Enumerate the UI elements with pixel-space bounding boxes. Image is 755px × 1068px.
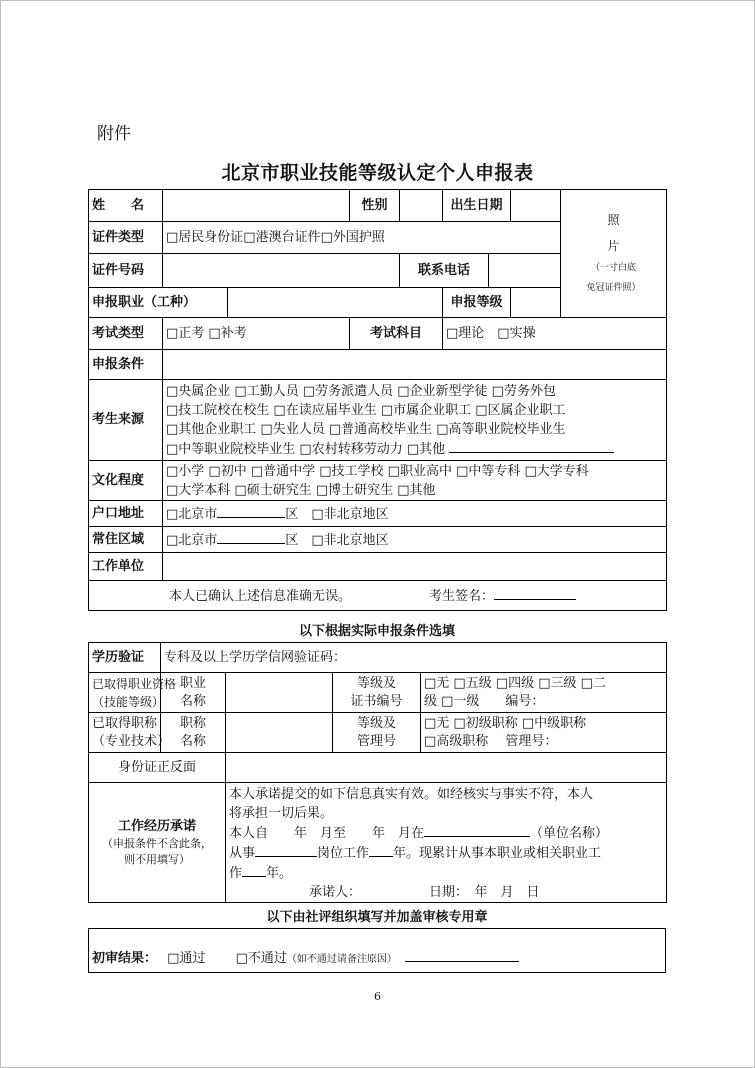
- pledge-line-1: 本人承诺提交的如下信息真实有效。如经核实与事实不符，本人: [229, 787, 594, 802]
- signature-field[interactable]: [494, 586, 576, 600]
- phone-field[interactable]: [489, 254, 561, 288]
- position-blank[interactable]: [255, 843, 317, 857]
- pledge-line-4: 从事 岗位工作 年。现累计从事本职业或相关职业工: [229, 843, 663, 863]
- title-name-field[interactable]: [226, 713, 333, 753]
- exam-subject-options[interactable]: □理论 □实操: [443, 318, 667, 350]
- source-line-1: □央属企业 □工勤人员 □劳务派遣人员 □企业新型学徒 □劳务外包: [166, 383, 556, 399]
- review-fail-option[interactable]: □不通过: [235, 951, 287, 966]
- edu-verify-field[interactable]: 专科及以上学历学信网验证码：: [161, 643, 667, 673]
- skill-occupation-label: 职业 名称: [161, 673, 226, 713]
- source-line-2: □技工院校在校生 □在读应届毕业生 □市属企业职工 □区属企业职工: [166, 402, 566, 418]
- declared-level-field[interactable]: [511, 288, 561, 318]
- hukou-district-blank[interactable]: [217, 504, 285, 518]
- pledge-line-2: 将承担一切后果。: [229, 806, 334, 821]
- skill-level-options[interactable]: □无 □五级 □四级 □三级 □二 级 □一级 编号：: [421, 673, 667, 713]
- edu-verify-label: 学历验证: [89, 643, 161, 673]
- title-level-options[interactable]: □无 □初级职称 □中级职称 □高级职称 管理号：: [421, 713, 667, 753]
- name-label: 姓 名: [89, 190, 163, 222]
- skill-level-label: 等级及 证书编号: [333, 673, 421, 713]
- exam-subject-label: 考试科目: [350, 318, 443, 350]
- conditions-field[interactable]: [163, 350, 667, 380]
- name-field[interactable]: [163, 190, 350, 222]
- id-card-label: 身份证正反面: [89, 753, 226, 783]
- work-history-note-2: 则不用填写）: [124, 852, 190, 866]
- photo-label-1: 照: [607, 212, 620, 227]
- review-reason-field[interactable]: [405, 948, 519, 962]
- id-type-label: 证件类型: [89, 222, 163, 254]
- section-optional-title: 以下根据实际申报条件选填: [298, 624, 455, 639]
- gender-field[interactable]: [400, 190, 443, 222]
- skill-cert-label: 已取得职业资格 （技能等级）: [89, 673, 161, 713]
- exam-type-label: 考试类型: [89, 318, 163, 350]
- work-history-title: 工作经历承诺: [117, 818, 196, 834]
- conditions-label: 申报条件: [89, 350, 163, 380]
- gender-label: 性别: [350, 190, 400, 222]
- education-label: 文化程度: [89, 461, 163, 501]
- title-level-label: 等级及 管理号: [333, 713, 421, 753]
- source-other-blank[interactable]: [449, 439, 614, 453]
- source-line-4: □中等职业院校毕业生 □农村转移劳动力 □其他: [166, 439, 663, 459]
- attachment-label: 附件: [97, 124, 131, 144]
- pledge-line-3: 本人自 年 月至 年 月在 （单位名称）: [229, 823, 663, 843]
- residence-options[interactable]: □北京市 区 □非北京地区: [163, 527, 667, 553]
- confirm-text: 本人已确认上述信息准确无误。: [169, 588, 352, 604]
- photo-note-2: 免冠证件照）: [586, 282, 641, 293]
- skill-occupation-field[interactable]: [226, 673, 333, 713]
- review-pass-option[interactable]: □通过: [167, 951, 206, 966]
- id-number-field[interactable]: [163, 254, 400, 288]
- work-history-label: [89, 783, 226, 903]
- years-blank[interactable]: [369, 843, 393, 857]
- residence-district-blank[interactable]: [217, 530, 285, 544]
- occupation-field[interactable]: [228, 288, 443, 318]
- education-line-1: □小学 □初中 □普通中学 □技工学校 □职业高中 □中等专科 □大学专科: [166, 463, 589, 479]
- declared-level-label: 申报等级: [443, 288, 511, 318]
- hukou-label: 户口地址: [89, 501, 163, 527]
- title-cert-label: 已取得职称 （专业技术）: [89, 713, 161, 753]
- residence-label: 常住区域: [89, 527, 163, 553]
- id-card-field[interactable]: [226, 753, 667, 783]
- section-review-title: 以下由社评组织填写并加盖审核专用章: [266, 910, 488, 925]
- review-fail-note: （如不通过请备注原因）: [286, 954, 397, 965]
- sign-label: 考生签名：: [429, 588, 495, 604]
- id-type-options[interactable]: □居民身份证□港澳台证件□外国护照: [163, 222, 561, 254]
- review-result-label: 初审结果：: [92, 951, 158, 966]
- work-history-note-1: （申报条件不含此条，: [102, 836, 212, 850]
- phone-label: 联系电话: [400, 254, 489, 288]
- birth-date-field[interactable]: [511, 190, 561, 222]
- work-history-pledge[interactable]: [226, 783, 667, 903]
- review-row: [89, 929, 666, 973]
- id-number-label: 证件号码: [89, 254, 163, 288]
- photo-note-1: （一寸白底: [591, 262, 637, 273]
- form-title: 北京市职业技能等级认定个人申报表: [221, 162, 534, 184]
- qualification-table: [88, 642, 667, 903]
- page-number: 6: [374, 990, 381, 1003]
- pledge-line-5: 作 年。: [229, 863, 663, 883]
- employer-field[interactable]: [163, 553, 667, 581]
- education-options[interactable]: [163, 461, 667, 501]
- birth-date-label: 出生日期: [443, 190, 511, 222]
- photo-label-2: 片: [607, 238, 620, 253]
- occupation-label: 申报职业（工种）: [89, 288, 228, 318]
- title-name-label: 职称 名称: [161, 713, 226, 753]
- source-options[interactable]: [163, 380, 667, 461]
- employer-blank[interactable]: [424, 823, 530, 837]
- employer-label: 工作单位: [89, 553, 163, 581]
- photo-box[interactable]: [561, 190, 667, 318]
- education-line-2: □大学本科 □硕士研究生 □博士研究生 □其他: [166, 482, 436, 498]
- review-table: [88, 928, 666, 973]
- hukou-options[interactable]: □北京市 区 □非北京地区: [163, 501, 667, 527]
- total-years-blank[interactable]: [242, 863, 266, 877]
- personal-info-table: [88, 189, 667, 611]
- source-label: 考生来源: [89, 380, 163, 461]
- source-line-3: □其他企业职工 □失业人员 □普通高校毕业生 □高等职业院校毕业生: [166, 421, 566, 437]
- exam-type-options[interactable]: □正考 □补考: [163, 318, 350, 350]
- pledge-signature-line: 承诺人： 日期： 年 月 日: [309, 885, 540, 900]
- confirmation-row: [89, 581, 667, 611]
